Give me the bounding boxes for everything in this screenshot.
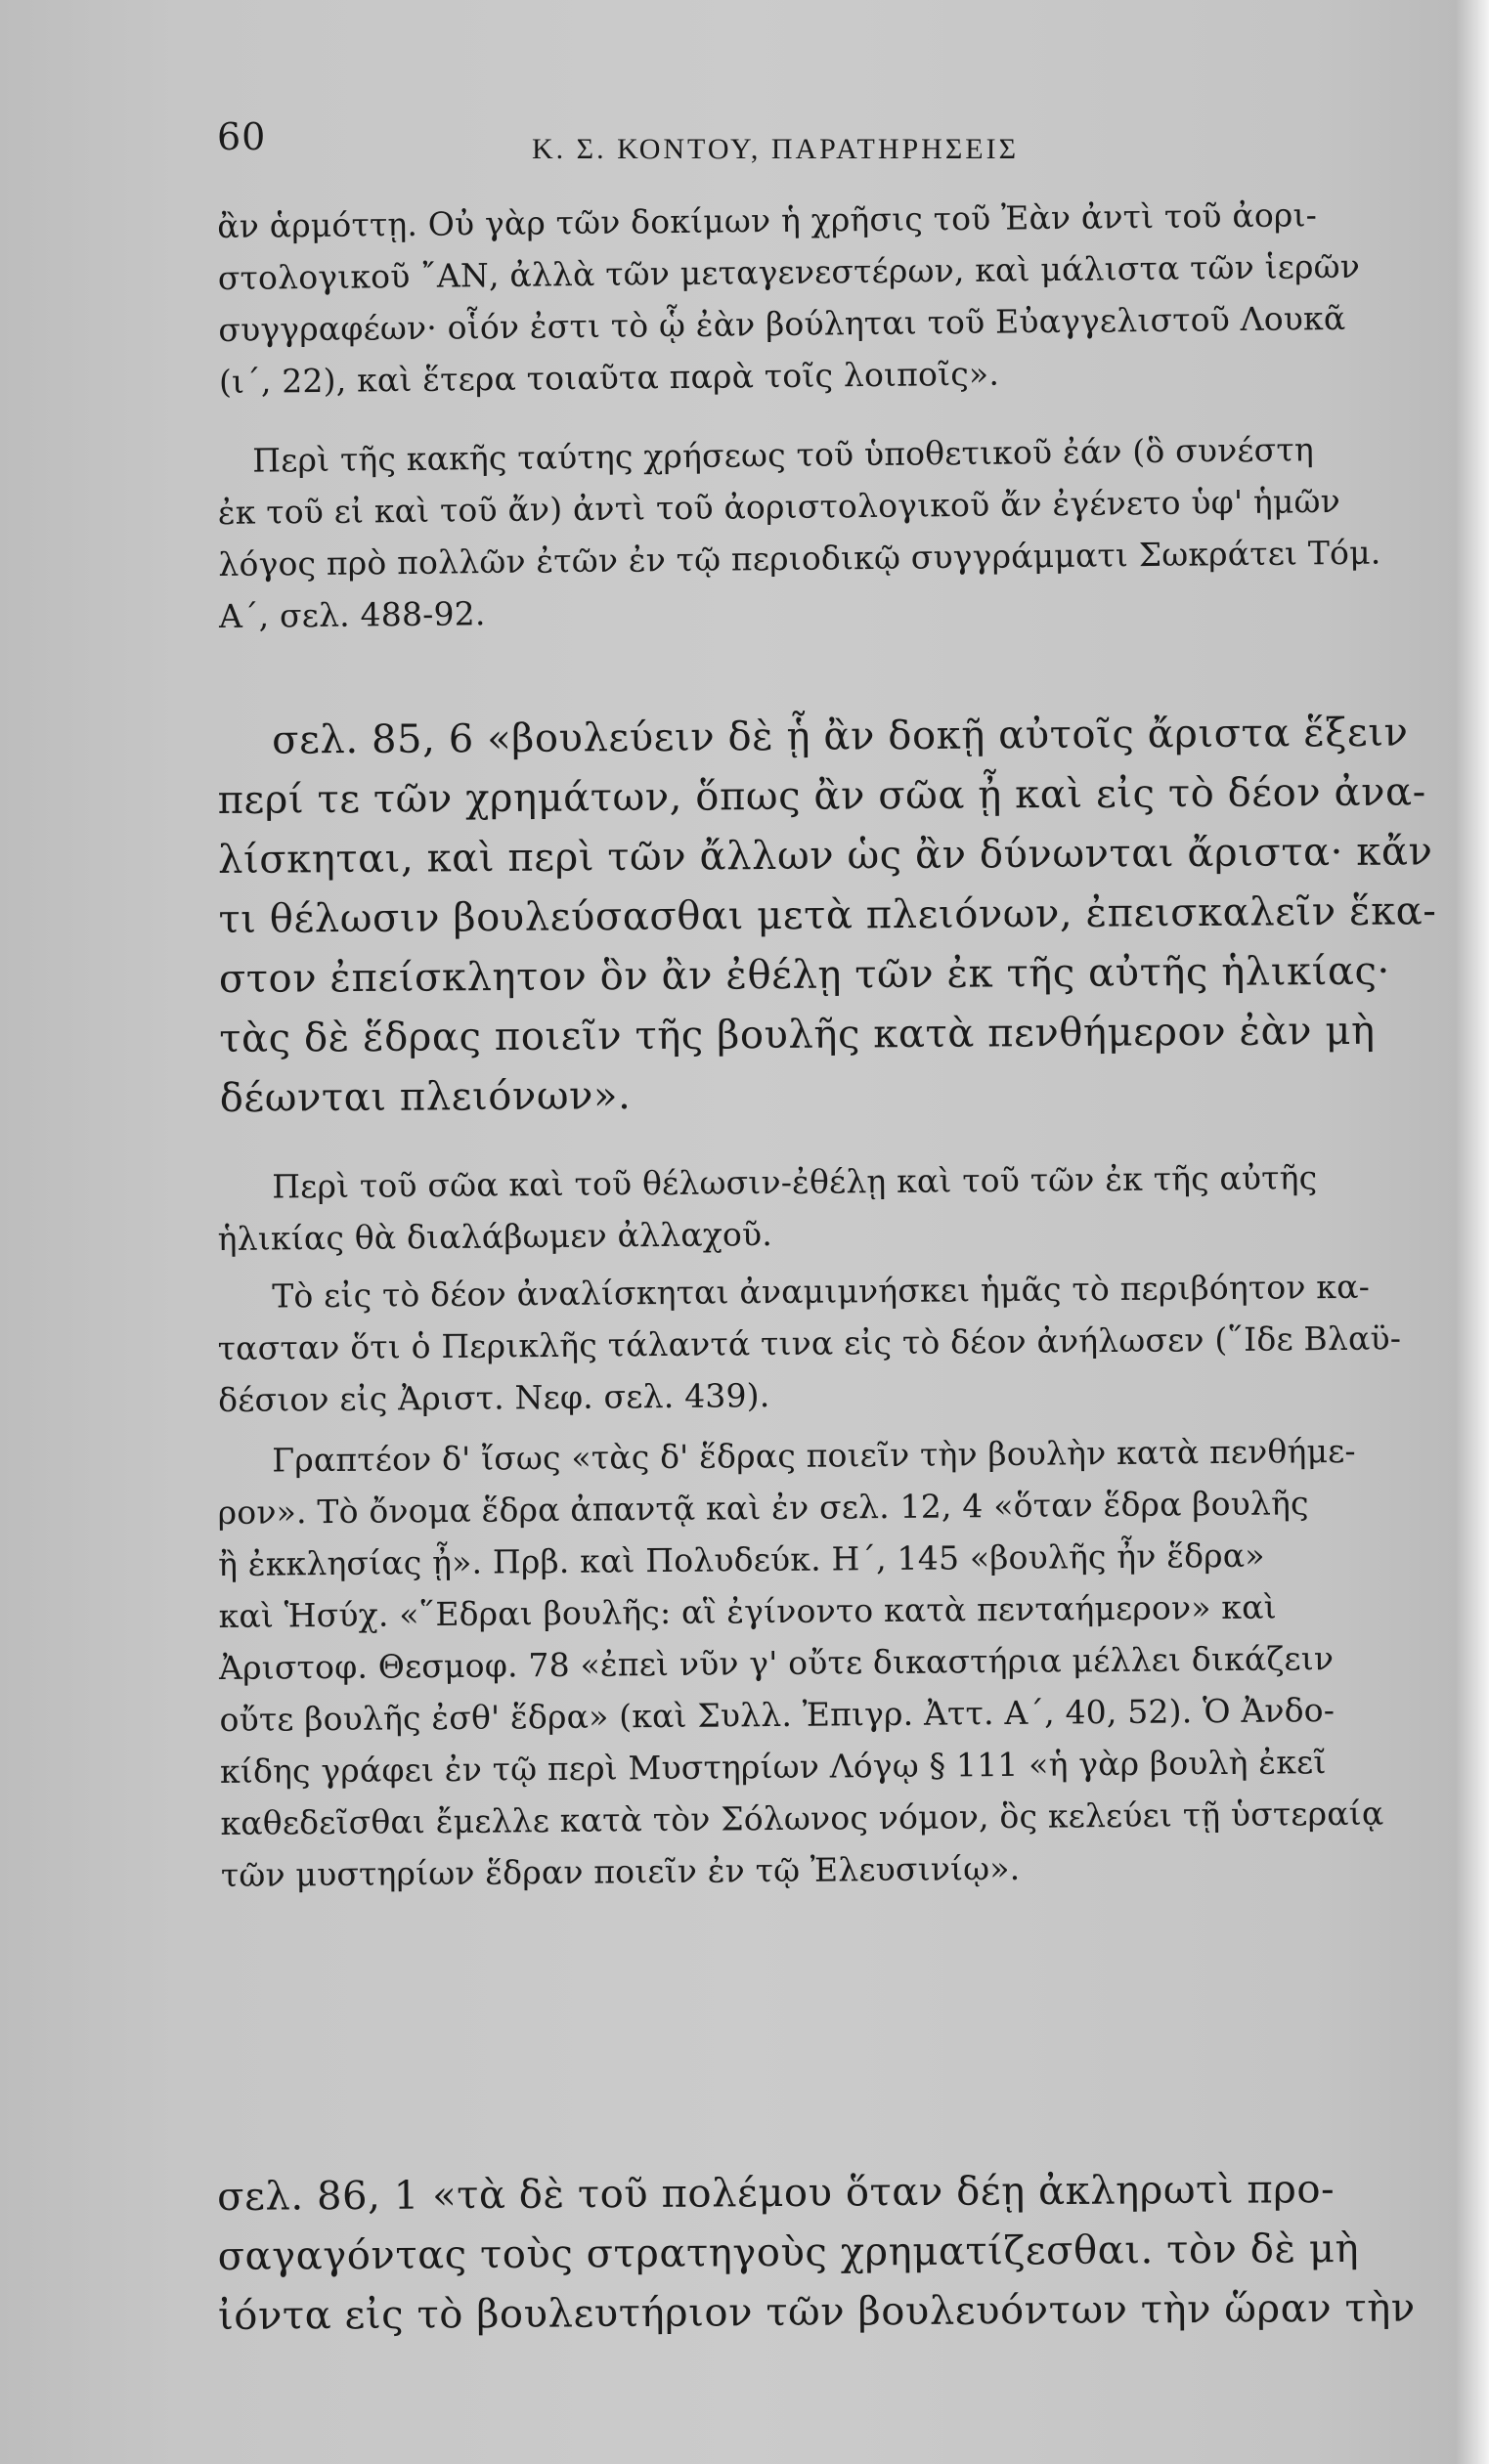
- text-line: Γραπτέον δ' ἴσως «τὰς δ' ἕδρας ποιεῖν τὴν βουλὴν κατὰ πενθήμε-: [272, 1431, 1356, 1480]
- text-line: οὔτε βουλῆς ἐσθ' ἕδρα» (καὶ Συλλ. Ἐπιγρ. Ἀττ. Α΄, 40, 52). Ὁ Ἀνδο-: [219, 1691, 1336, 1739]
- text-line: ἂν ἁρμόττῃ. Οὐ γὰρ τῶν δοκίμων ἡ χρῆσις τοῦ Ἐὰν ἀντὶ τοῦ ἀορι-: [217, 195, 1318, 245]
- text-line: δέσιον εἰς Ἀριστ. Νεφ. σελ. 439).: [217, 1376, 770, 1419]
- text-line: ρον». Τὸ ὄνομα ἕδρα ἀπαντᾷ καὶ ἐν σελ. 12, 4 «ὅταν ἕδρα βουλῆς: [217, 1484, 1309, 1532]
- text-line: Περὶ τῆς κακῆς ταύτης χρήσεως τοῦ ὑποθετικοῦ ἐάν (ὃ συνέστη: [252, 430, 1315, 480]
- text-line: σαγαγόντας τοὺς στρατηγοὺς χρηματίζεσθαι. τὸν δὲ μὴ: [217, 2226, 1360, 2279]
- text-line: καθεδεῖσθαι ἔμελλε κατὰ τὸν Σόλωνος νόμον, ὃς κελεύει τῇ ὑστεραίᾳ: [220, 1794, 1384, 1842]
- running-head: Κ. Σ. ΚΟΝΤΟΥ, ΠΑΡΑΤΗΡΗΣΕΙΣ: [532, 133, 1020, 165]
- text-line: καὶ Ἡσύχ. «῞Εδραι βουλῆς: αἳ ἐγίνοντο κατὰ πενταήμερον» καὶ: [218, 1587, 1277, 1635]
- text-line: κίδης γράφει ἐν τῷ περὶ Μυστηρίων Λόγῳ § 111 «ἡ γὰρ βουλὴ ἐκεῖ: [219, 1743, 1327, 1791]
- paragraph-3: [217, 1151, 1381, 1265]
- quotation-page-86: [217, 2160, 1416, 2347]
- text-line: τὰς δὲ ἕδρας ποιεῖν τῆς βουλῆς κατὰ πενθήμερον ἐὰν μὴ: [219, 1008, 1376, 1061]
- page-number: 60: [217, 115, 267, 158]
- text-line: τασταν ὅτι ὁ Περικλῆς τάλαντά τινα εἰς τὸ δέον ἀνήλωσεν (῞Ιδε Βλαϋ-: [217, 1318, 1402, 1367]
- quotation-page-85: [217, 704, 1437, 1129]
- text-line: σελ. 86, 1 «τὰ δὲ τοῦ πολέμου ὅταν δέῃ ἀκληρωτὶ προ-: [217, 2167, 1336, 2220]
- text-line: ἡλικίας θὰ διαλάβωμεν ἀλλαχοῦ.: [217, 1215, 773, 1258]
- text-line: στολογικοῦ ῎ΑΝ, ἀλλὰ τῶν μεταγενεστέρων, καὶ μάλιστα τῶν ἱερῶν: [217, 246, 1361, 297]
- text-line: συγγραφέων· οἷόν ἐστι τὸ ᾧ ἐὰν βούληται τοῦ Εὐαγγελιστοῦ Λουκᾶ: [218, 298, 1346, 349]
- text-line: στον ἐπείσκλητον ὃν ἂν ἐθέλῃ τῶν ἐκ τῆς αὐτῆς ἡλικίας·: [218, 948, 1390, 1002]
- page-header: [217, 115, 1390, 174]
- text-line: Ἀριστοφ. Θεσμοφ. 78 «ἐπεὶ νῦν γ' οὔτε δικαστήρια μέλλει δικάζειν: [218, 1639, 1335, 1687]
- text-line: λόγος πρὸ πολλῶν ἐτῶν ἐν τῷ περιοδικῷ συγγράμματι Σωκράτει Τόμ.: [218, 533, 1381, 584]
- text-line: δέωνται πλειόνων».: [219, 1073, 632, 1121]
- text-line: Περὶ τοῦ σῶα καὶ τοῦ θέλωσιν-ἐθέλῃ καὶ τοῦ τῶν ἐκ τῆς αὐτῆς: [272, 1158, 1318, 1206]
- paragraph-4: [217, 1261, 1402, 1426]
- text-line: ἢ ἐκκλησίας ᾖ». Πρβ. καὶ Πολυδεύκ. Η΄, 145 «βουλῆς ἦν ἕδρα»: [217, 1535, 1265, 1583]
- text-line: Τὸ εἰς τὸ δέον ἀναλίσκηται ἀναμιμνήσκει ἡμᾶς τὸ περιβόητον κα-: [272, 1267, 1371, 1316]
- paragraph-2: [217, 423, 1382, 642]
- text-line: λίσκηται, καὶ περὶ τῶν ἄλλων ὡς ἂν δύνωνται ἄριστα· κἄν: [217, 829, 1433, 883]
- text-line: ἰόντα εἰς τὸ βουλευτήριον τῶν βουλευόντων τὴν ὥραν τὴν: [217, 2285, 1416, 2339]
- text-line: (ι΄, 22), καὶ ἕτερα τοιαῦτα παρὰ τοῖς λοιποῖς».: [218, 354, 1000, 401]
- text-line: σελ. 85, 6 «βουλεύειν δὲ ᾗ ἂν δοκῇ αὐτοῖς ἄριστα ἕξειν: [272, 710, 1409, 763]
- paragraph-1: [217, 189, 1382, 408]
- text-line: Α΄, σελ. 488-92.: [218, 594, 486, 635]
- paragraph-5: [217, 1425, 1384, 1901]
- text-line: περί τε τῶν χρημάτων, ὅπως ἂν σῶα ᾖ καὶ εἰς τὸ δέον ἀνα-: [217, 769, 1426, 823]
- text-line: τι θέλωσιν βουλεύσασθαι μετὰ πλειόνων, ἐπεισκαλεῖν ἕκα-: [218, 888, 1437, 942]
- text-line: ἐκ τοῦ εἰ καὶ τοῦ ἄν) ἀντὶ τοῦ ἀοριστολογικοῦ ἄν ἐγένετο ὑφ' ἡμῶν: [217, 481, 1341, 532]
- text-line: τῶν μυστηρίων ἕδραν ποιεῖν ἐν τῷ Ἐλευσινίῳ».: [220, 1848, 1021, 1894]
